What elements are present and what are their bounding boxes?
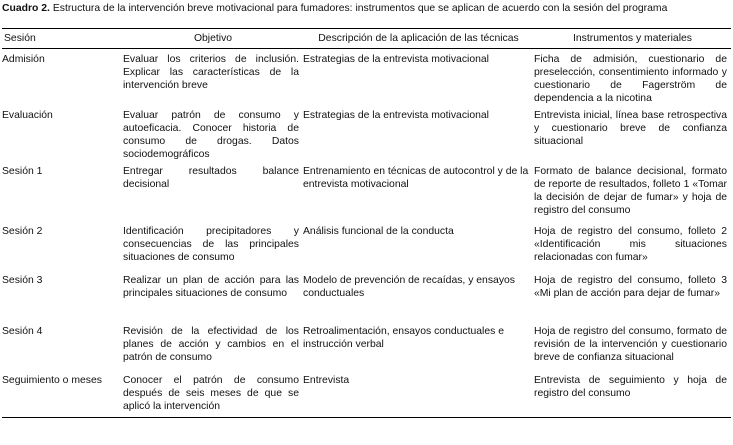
table-row [2,161,731,221]
cell-instrumentos: Entrevista de seguimiento y hoja de registro del consumo [534,370,731,418]
cell-objetivo: Identificación precipitadores y consecuencias de las principales situaciones de consumo [123,226,299,263]
cell-descripcion: Estrategias de la entrevista motivacional [303,54,489,65]
cell-sesion: Sesión 4 [2,326,43,337]
caption-text: Estructura de la intervención breve motivacional para fumadores: instrumentos que se aplican de acuerdo con la sesión del programa [52,3,668,14]
cell-descripcion: Entrevista [303,370,534,418]
cell-descripcion: Modelo de prevención de recaídas, y ensayos conductuales [303,275,515,299]
cell-objetivo: Realizar un plan de acción para las principales situaciones de consumo [123,275,299,299]
header-objetivo: Objetivo [123,29,303,49]
table-row [2,49,731,106]
cell-instrumentos: Hoja de registro del consumo, folleto 2 «Identificación mis situaciones relacionadas con fumar» [534,226,727,263]
cell-sesion: Seguimiento o meses [2,370,123,418]
header-sesion: Sesión [2,29,123,49]
cell-sesion: Evaluación [2,110,53,121]
cell-instrumentos: Hoja de registro del consumo, formato de revisión de la intervención y cuestionario breve de confianza situacional [534,326,727,363]
cell-sesion: Sesión 1 [2,166,43,177]
cell-instrumentos: Hoja de registro del consumo, folleto 3 «Mi plan de acción para dejar de fumar» [534,275,727,299]
table-row [2,270,731,321]
cell-descripcion: Estrategias de la entrevista motivacional [303,110,489,121]
table-row [2,221,731,270]
table-row [2,370,731,418]
cell-objetivo: Entregar resultados balance decisional [123,166,299,190]
cell-objetivo: Evaluar los criterios de inclusión. Explicar las características de la intervención breve [123,54,299,91]
table-row [2,105,731,161]
cell-instrumentos: Formato de balance decisional, formato de reporte de resultados, folleto 1 «Tomar la decisión de dejar de fumar» y hoja de registro del consumo [534,166,727,216]
cell-instrumentos: Ficha de admisión, cuestionario de preselección, consentimiento informado y cuestionario de Fagerström de dependencia a la nicotina [534,54,727,104]
cell-sesion: Sesión 2 [2,226,43,237]
cell-objetivo: Revisión de la efectividad de los planes de acción y cambios en el patrón de consumo [123,326,299,363]
cell-objetivo: Conocer el patrón de consumo después de seis meses de que se aplicó la intervención [123,370,303,418]
cell-sesion: Admisión [2,54,45,65]
caption-label: Cuadro 2. [2,3,50,14]
cell-descripcion: Análisis funcional de la conducta [303,226,454,237]
table-caption [2,0,731,28]
header-instrumentos: Instrumentos y materiales [534,29,731,49]
cell-sesion: Sesión 3 [2,275,43,286]
cell-descripcion: Entrenamiento en técnicas de autocontrol y de la entrevista motivacional [303,166,529,190]
cell-objetivo: Evaluar patrón de consumo y autoeficacia. Conocer historia de consumo de drogas. Datos sociodemográficos [123,110,299,160]
table-row [2,321,731,370]
sessions-table [2,28,731,418]
cell-descripcion: Retroalimentación, ensayos conductuales e instrucción verbal [303,326,505,350]
table-header [2,29,731,49]
header-descripcion: Descripción de la aplicación de las técnicas [303,29,534,49]
cell-instrumentos: Entrevista inicial, línea base retrospectiva y cuestionario breve de confianza situacional [534,110,727,147]
table-body [2,49,731,418]
